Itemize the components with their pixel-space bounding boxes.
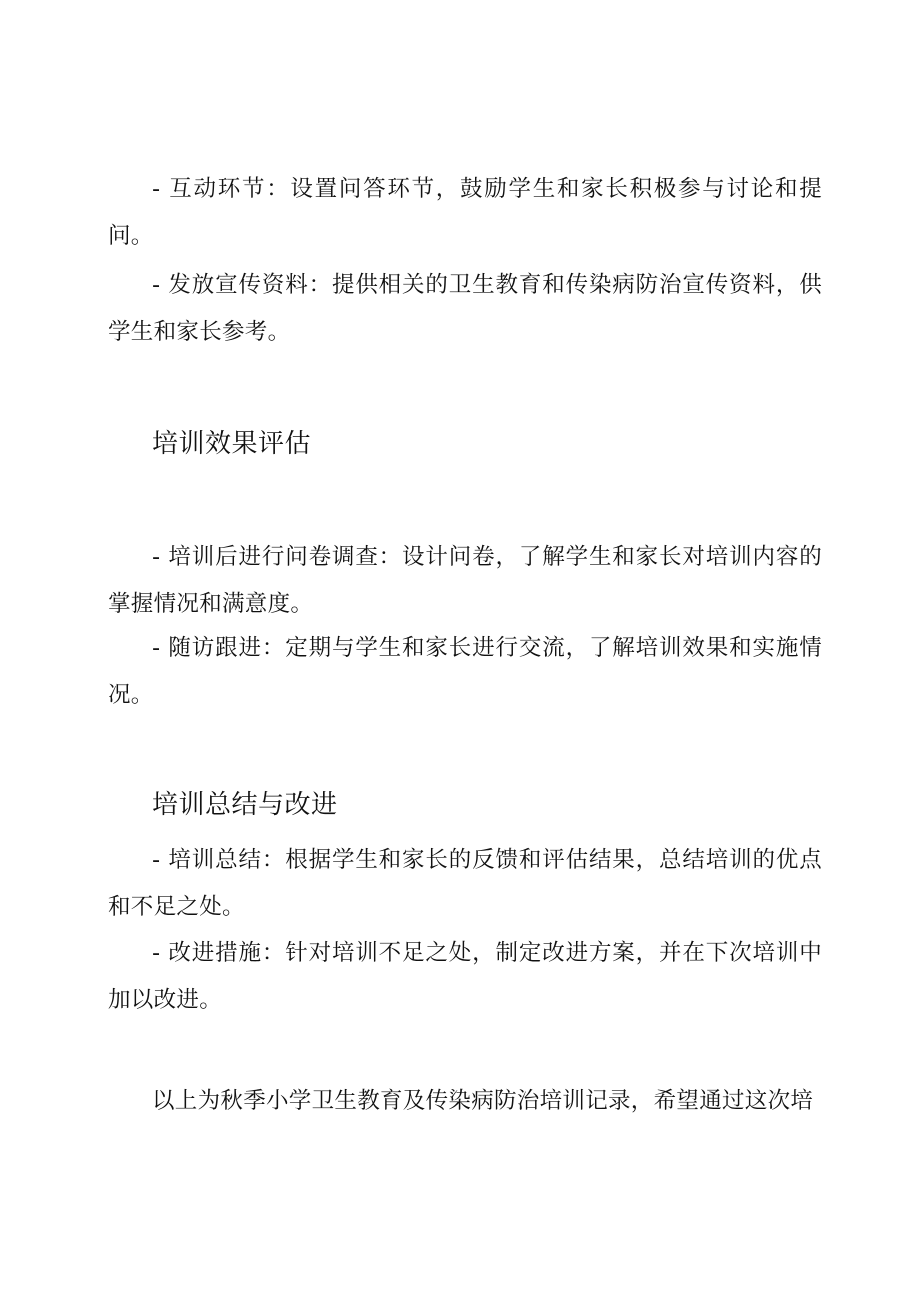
bullet-questionnaire: - 培训后进行问卷调查：设计问卷，了解学生和家长对培训内容的掌握情况和满意度。 — [108, 544, 822, 617]
section-heading-evaluation: 培训效果评估 — [152, 429, 312, 459]
bullet-interactive-session: - 互动环节：设置问答环节，鼓励学生和家长积极参与讨论和提问。 — [108, 176, 822, 249]
bullet-training-summary: - 培训总结：根据学生和家长的反馈和评估结果，总结培训的优点和不足之处。 — [108, 847, 822, 920]
bullet-distribute-materials: - 发放宣传资料：提供相关的卫生教育和传染病防治宣传资料，供学生和家长参考。 — [108, 272, 822, 345]
section-heading-summary: 培训总结与改进 — [152, 790, 338, 820]
bullet-follow-up: - 随访跟进：定期与学生和家长进行交流，了解培训效果和实施情况。 — [108, 635, 822, 708]
bullet-improvement-measures: - 改进措施：针对培训不足之处，制定改进方案，并在下次培训中加以改进。 — [108, 940, 822, 1013]
closing-paragraph: 以上为秋季小学卫生教育及传染病防治培训记录，希望通过这次培 — [152, 1088, 814, 1114]
